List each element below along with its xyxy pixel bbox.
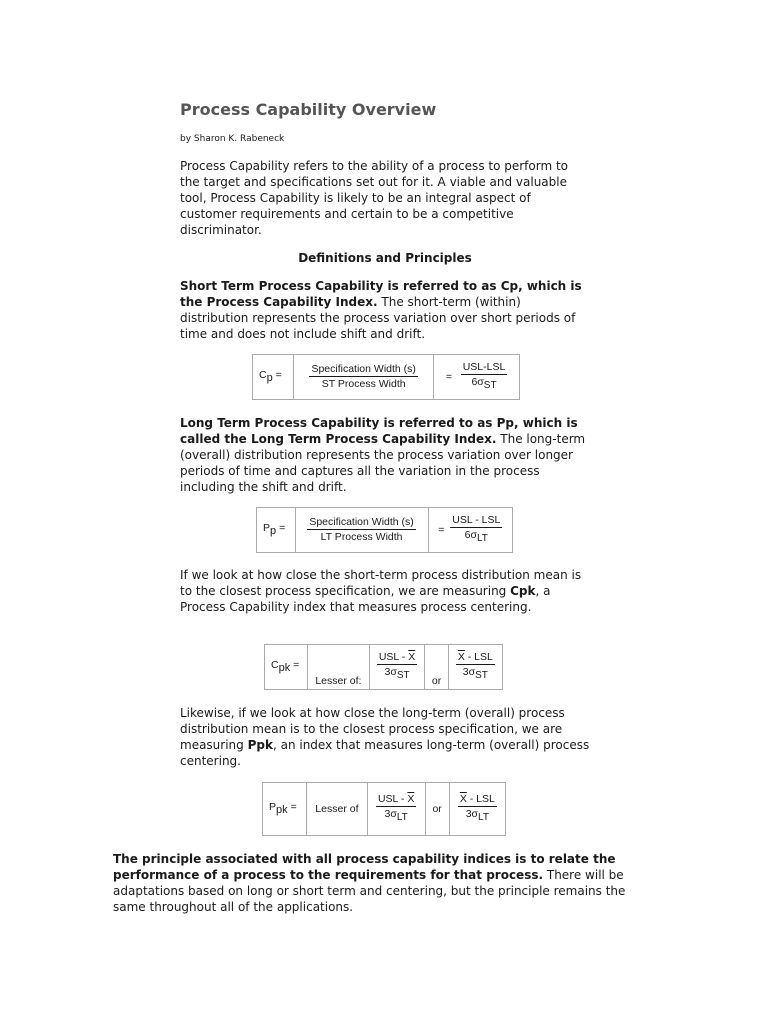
pp-body-text: The long-term (overall) distribution represents the process variation over longer periods of time and captures all the variation in the process including the shift and drift. <box>180 432 586 494</box>
cpk-symbol: $C_{pk}$ = <box>265 645 308 690</box>
ppk-lower-fraction: $\frac{\overline{X} - LSL}{3\sigma_{LT}}$ <box>449 783 505 836</box>
cpk-bold-text: Cpk <box>510 584 536 598</box>
cp-bold-text: Short Term Process Capability is referred to as Cp, which is the Process Capability Index. <box>180 279 582 309</box>
ppk-paragraph: Likewise, if we look at how close the long-term (overall) process distribution mean is to the closest process specification, we are measuring Ppk, an index that measures long-term (overall) process centering. <box>180 706 590 768</box>
cp-paragraph <box>180 278 590 342</box>
principle-paragraph <box>113 851 661 915</box>
cpk-formula-box <box>264 644 503 690</box>
cp-limits-fraction: = $\frac{\text{USL-LSL}}{6\sigma_{ST}}$ <box>434 355 520 400</box>
pp-limits-fraction: = $\frac{\text{USL - LSL}}{6\sigma_{LT}}$ <box>428 508 512 553</box>
intro-paragraph: Process Capability refers to the ability of a process to perform to the target and specifications set out for it. A viable and valuable tool, Process Capability is likely to be an integral aspect of customer requirements and certain to be a competitive discriminator. <box>180 159 569 237</box>
ppk-upper-fraction: $\frac{USL - \overline{X}}{3\sigma_{LT}}$ <box>367 783 425 836</box>
pp-width-fraction: $\frac{\text{Specification Width (s)}}{\text{LT Process Width}}$ <box>295 508 428 553</box>
ppk-symbol: $P_{pk}$ = <box>263 783 307 836</box>
ppk-or-label: or <box>425 783 449 836</box>
principle-body-text: There will be adaptations based on long or short term and centering, but the principle remains the same throughout all of the applications. <box>113 868 626 914</box>
cpk-upper-fraction: $\frac{USL - \overline{X}}{3\sigma_{ST}}$ <box>369 645 425 690</box>
pp-symbol: $P_p$ = <box>257 508 296 553</box>
cpk-lower-fraction: $\frac{\overline{X} - LSL}{3\sigma_{ST}}$ <box>448 645 502 690</box>
author-byline: by Sharon K. Rabeneck <box>180 134 285 144</box>
cp-formula-box <box>252 354 520 400</box>
pp-paragraph <box>180 415 590 495</box>
document-title: Process Capability Overview <box>180 100 437 119</box>
pp-formula-box <box>256 507 513 553</box>
cp-body-text: The short-term (within) distribution represents the process variation over short periods of time and does not include shift and drift. <box>180 295 576 341</box>
ppk-bold-text: Ppk <box>247 738 273 752</box>
cpk-or-label: or <box>425 645 448 690</box>
cpk-lesser-label: Lesser of: <box>308 645 370 690</box>
ppk-formula-box <box>262 782 506 836</box>
section-heading: Definitions and Principles <box>298 251 472 265</box>
principle-bold-text: The principle associated with all process capability indices is to relate the performance of a process to the requirements for that process. <box>113 852 616 882</box>
cp-width-fraction: $\frac{\text{Specification Width (s)}}{\text{ST Process Width}}$ <box>294 355 434 400</box>
ppk-lesser-label: Lesser of <box>307 783 368 836</box>
pp-bold-text: Long Term Process Capability is referred to as Pp, which is called the Long Term Process Capability Index. <box>180 416 578 446</box>
cpk-paragraph: If we look at how close the short-term process distribution mean is to the closest process specification, we are measuring Cpk, a Process Capability index that measures process centering. <box>180 568 582 614</box>
cp-symbol: $C_p$ = <box>253 355 294 400</box>
